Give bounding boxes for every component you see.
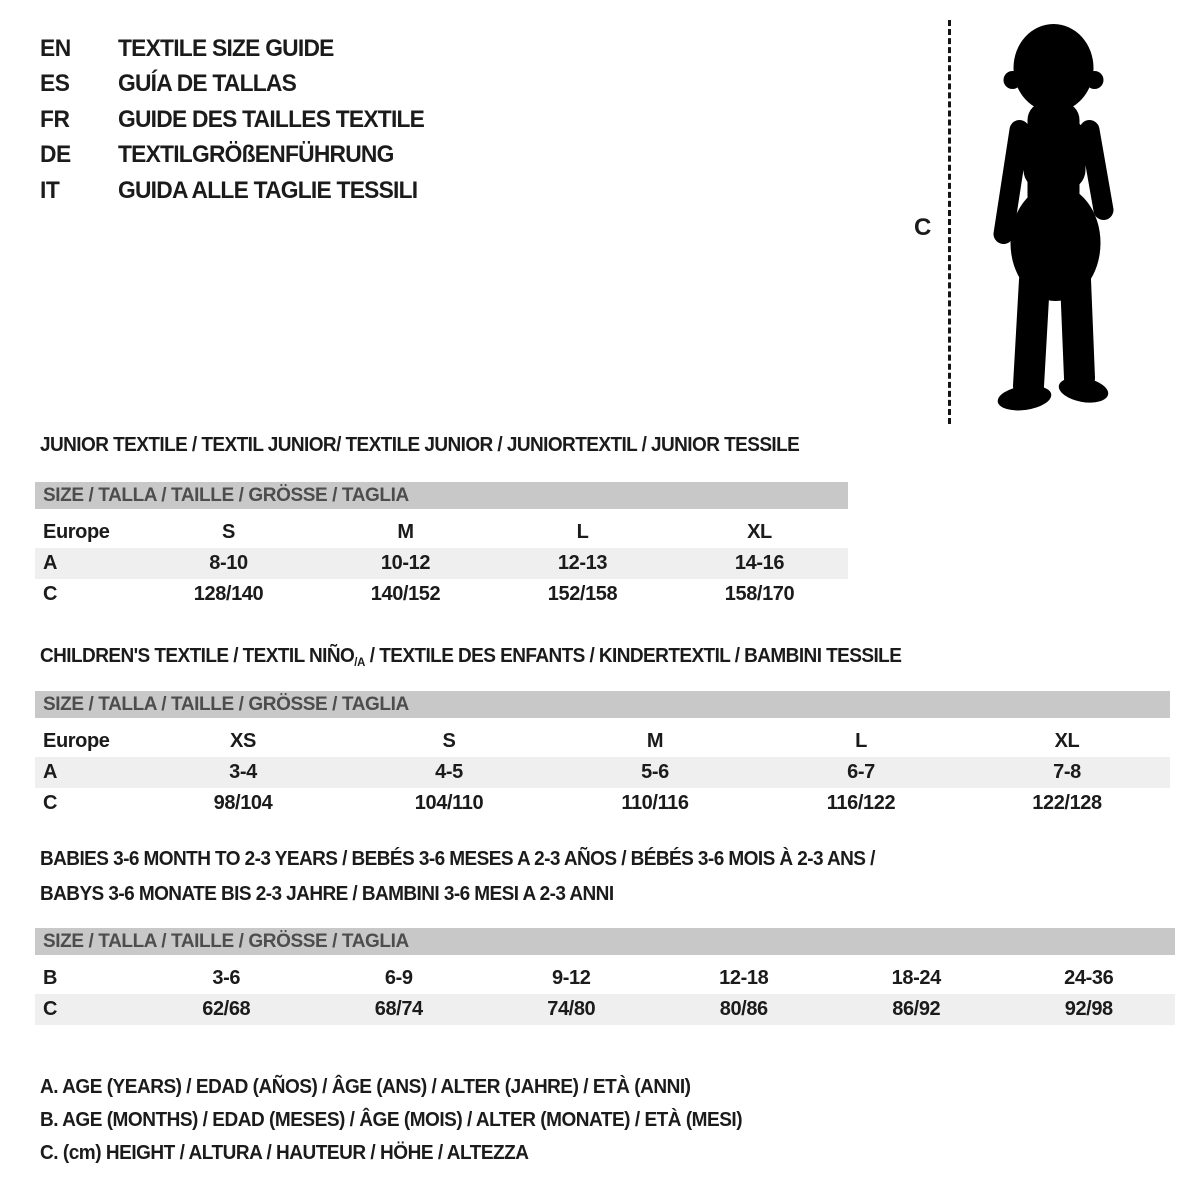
lang-title: GUÍA DE TALLAS [118,70,297,98]
lang-title: GUIDE DES TAILLES TEXTILE [118,105,425,133]
table-row-height [35,579,848,610]
table-cell: 152/158 [547,583,618,605]
children-title-rest: / TEXTILE DES ENFANTS / KINDERTEXTIL / BAMBINI TESSILE [365,645,902,667]
legend-line-b: B. AGE (MONTHS) / EDAD (MESES) / ÂGE (MOIS) / ALTER (MONATE) / ETÀ (MESI) [40,1109,743,1131]
table-cell: 12-18 [719,967,769,989]
children-title-text: CHILDREN'S TEXTILE / TEXTIL NIÑO [40,645,355,667]
table-cell: 116/122 [826,792,896,814]
junior-title-text: JUNIOR TEXTILE / TEXTIL JUNIOR/ TEXTILE JUNIOR / JUNIORTEXTIL / JUNIOR TESSILE [40,434,800,456]
table-cell: 74/80 [547,998,596,1020]
table-cell: 6-7 [847,761,875,783]
size-header-band: SIZE / TALLA / TAILLE / GRÖSSE / TAGLIA [35,691,1170,718]
table-cell: 4-5 [435,761,463,783]
junior-table-rows [35,517,848,610]
table-cell: 7-8 [1053,761,1081,783]
height-dashed-line [948,20,951,424]
height-measure-label: C [914,214,932,241]
table-cell: 10-12 [380,552,431,574]
table-cell: 122/128 [1032,792,1102,814]
table-row-age [35,757,1170,788]
table-cell: 5-6 [641,761,669,783]
babies-section-title-line1 [40,848,875,871]
table-cell: 12-13 [557,552,608,574]
children-table-rows [35,726,1170,819]
table-cell: 86/92 [892,998,941,1020]
table-cell: 3-4 [229,761,257,783]
lang-title: GUIDA ALLE TAGLIE TESSILI [118,176,418,204]
table-row-height [35,994,1175,1025]
table-cell: 14-16 [734,552,785,574]
junior-size-table [35,482,848,610]
table-cell: 6-9 [384,967,413,989]
table-cell: M [646,730,664,752]
table-cell: 68/74 [374,998,423,1020]
lang-row-fr [40,102,440,138]
row-label: Europe [43,521,110,543]
table-cell: 8-10 [209,552,248,574]
table-cell: 110/116 [621,792,689,814]
table-cell: 92/98 [1064,998,1113,1020]
table-cell: 140/152 [370,583,441,605]
table-cell: 98/104 [213,792,273,814]
table-cell: XL [747,521,772,543]
table-cell: M [397,521,414,543]
lang-title: TEXTILGRÖßENFÜHRUNG [118,141,394,169]
table-row-months [35,963,1175,994]
babies-title-text-1: BABIES 3-6 MONTH TO 2-3 YEARS / BEBÉS 3-6 MESES A 2-3 AÑOS / BÉBÉS 3-6 MOIS À 2-3 ANS / [40,848,875,870]
table-cell: 62/68 [202,998,251,1020]
legend-line-a: A. AGE (YEARS) / EDAD (AÑOS) / ÂGE (ANS) / ALTER (JAHRE) / ETÀ (ANNI) [40,1076,691,1098]
children-section-title [40,645,901,669]
baby-silhouette-icon [965,18,1140,418]
table-row-age [35,548,848,579]
row-label: C [43,583,58,605]
table-cell: 18-24 [891,967,941,989]
row-label: Europe [43,730,110,752]
lang-row-es [40,67,440,103]
children-title-subscript: /A [354,655,366,669]
language-guide [40,31,440,209]
babies-table-rows [35,963,1175,1025]
junior-section-title [40,434,799,457]
table-cell: XS [230,730,256,752]
lang-code: EN [40,34,71,62]
row-label: C [43,998,58,1020]
babies-size-table [35,928,1175,1025]
lang-code: ES [40,70,70,98]
table-cell: 104/110 [414,792,484,814]
table-row-height [35,788,1170,819]
table-cell: S [442,730,456,752]
table-cell: 80/86 [719,998,768,1020]
lang-code: FR [40,105,70,133]
babies-title-text-2: BABYS 3-6 MONATE BIS 2-3 JAHRE / BAMBINI 3-6 MESI A 2-3 ANNI [40,883,614,905]
row-label: A [43,761,58,783]
table-cell: XL [1054,730,1080,752]
table-cell: S [222,521,235,543]
lang-row-it [40,173,440,209]
table-cell: L [576,521,589,543]
children-size-table [35,691,1170,819]
size-header-band: SIZE / TALLA / TAILLE / GRÖSSE / TAGLIA [35,928,1175,955]
table-cell: 158/170 [724,583,795,605]
lang-code: DE [40,141,71,169]
lang-row-de [40,138,440,174]
row-label: C [43,792,58,814]
table-cell: 128/140 [193,583,264,605]
babies-section-title-line2 [40,883,614,906]
lang-row-en [40,31,440,67]
lang-title: TEXTILE SIZE GUIDE [118,34,334,62]
table-cell: L [855,730,867,752]
table-cell: 9-12 [552,967,591,989]
row-label: B [43,967,58,989]
table-row-europe [35,726,1170,757]
table-cell: 3-6 [212,967,241,989]
size-header-band: SIZE / TALLA / TAILLE / GRÖSSE / TAGLIA [35,482,848,509]
table-cell: 24-36 [1064,967,1114,989]
table-row-europe [35,517,848,548]
legend-line-c: C. (cm) HEIGHT / ALTURA / HAUTEUR / HÖHE / ALTEZZA [40,1142,529,1164]
lang-code: IT [40,176,60,204]
legend [40,1071,779,1170]
row-label: A [43,552,58,574]
